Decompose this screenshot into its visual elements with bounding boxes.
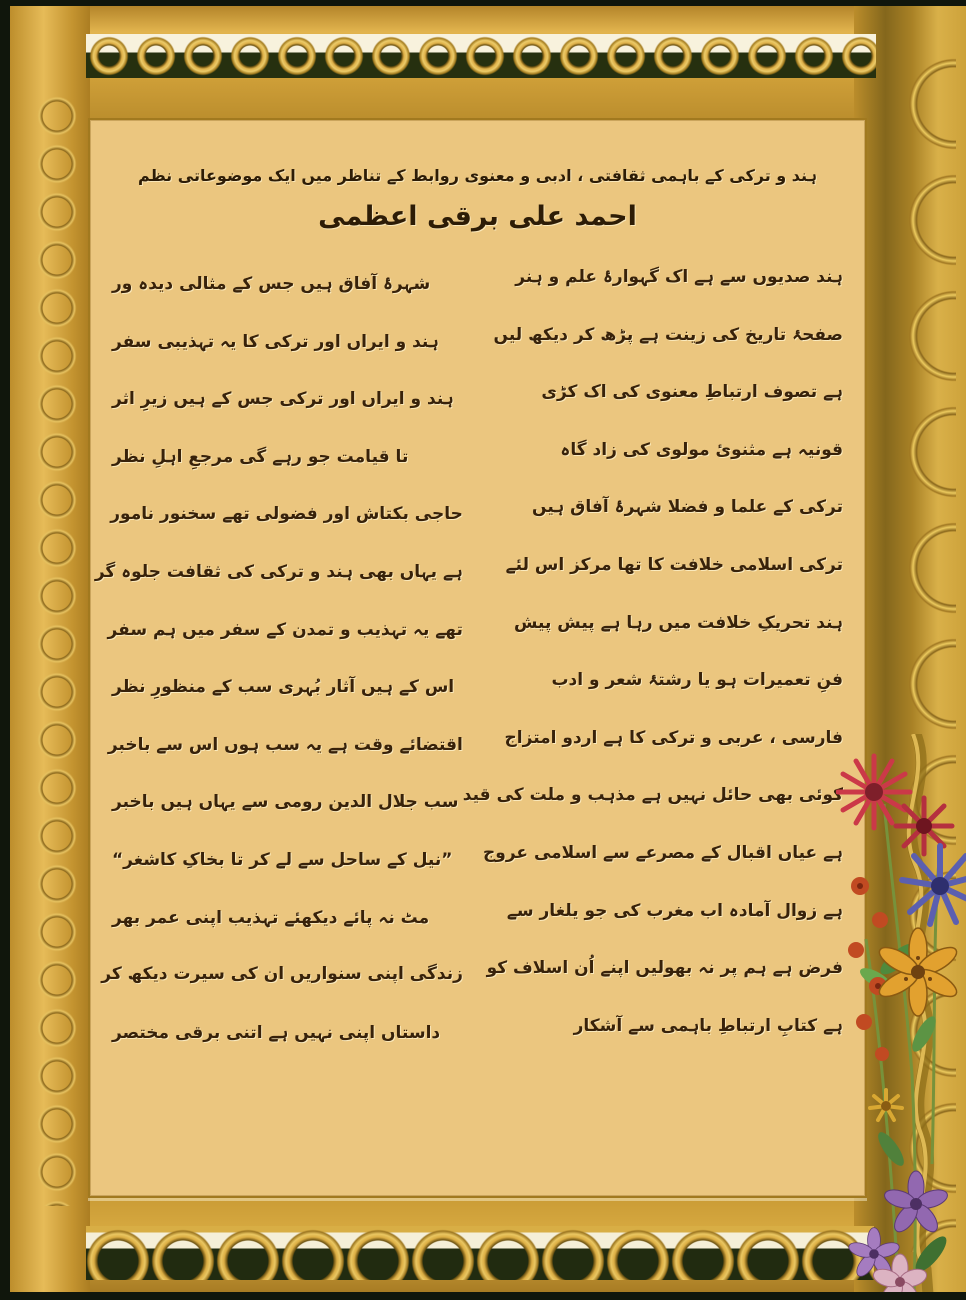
- hemistich-first: قونیہ ہے مثنویٔ مولوی کی زاد گاہ: [560, 439, 843, 460]
- couplet-row: [112, 784, 843, 842]
- couplet-row: [101, 957, 843, 1015]
- couplet-row: [112, 381, 843, 439]
- hemistich-second: ہے یہاں بھی ہند و ترکی کی ثقافت جلوہ گر: [94, 561, 463, 582]
- hemistich-second: ہند و ایراں اور ترکی جس کے ہیں زیرِ اثر: [112, 389, 454, 410]
- crimson-daisy-icon: [896, 798, 952, 854]
- couplet-row: [112, 842, 843, 900]
- hemistich-second: زندگی اپنی سنواریں ان کی سیرت دیکھ کر: [101, 964, 463, 985]
- hemistich-first: فرض ہے ہم پر نہ بھولیں اپنے اُن اسلاف کو: [486, 958, 843, 979]
- couplet-row: [112, 496, 843, 554]
- couplet-row: [112, 1015, 843, 1073]
- poem-title: ہند و ترکی کے باہمی ثقافتی ، ادبی و معنوی روابط کے تناظر میں ایک موضوعاتی نظم: [138, 166, 817, 185]
- blue-daisy-icon: [902, 846, 966, 924]
- hemistich-second: سب جلال الدین رومی سے یہاں ہیں باخبر: [112, 792, 459, 813]
- hemistich-first: فارسی ، عربی و ترکی کا ہے اردو امتزاج: [504, 727, 843, 748]
- hemistich-first: ہے تصوف ارتباطِ معنوی کی اک کڑی: [541, 382, 843, 403]
- hemistich-second: داستاں اپنی نہیں ہے اتنی برقی مختصر: [112, 1022, 441, 1043]
- frame-scallop-border-bottom: [86, 1226, 874, 1280]
- couplet-row: [107, 727, 843, 785]
- couplet-row: [107, 612, 843, 670]
- hemistich-second: اقتضائے وقت ہے یہ سب ہوں اس سے باخبر: [107, 734, 463, 755]
- couplet-row: [112, 439, 843, 497]
- couplet-row: [112, 324, 843, 382]
- hemistich-first: کوئی بھی حائل نہیں ہے مذہب و ملت کی قید: [462, 785, 843, 806]
- hemistich-first: ترکی اسلامی خلافت کا تھا مرکز اس لئے: [505, 554, 843, 575]
- poem-panel: [88, 118, 867, 1198]
- couplet-row: [94, 554, 843, 612]
- floral-decoration: [836, 734, 966, 1292]
- hemistich-first: ہند صدیوں سے ہے اک گہوارۂ علم و ہنر: [515, 267, 843, 287]
- hemistich-second: شہرۂ آفاق ہیں جس کے مثالی دیدہ ور: [112, 274, 431, 294]
- poet-name: احمد علی برقی اعظمی: [318, 201, 637, 232]
- hemistich-first: صفحۂ تاریخ کی زینت ہے پڑھ کر دیکھ لیں: [493, 324, 843, 345]
- couplet-row: [112, 266, 843, 324]
- golden-frame: [10, 6, 966, 1292]
- hemistich-second: تا قیامت جو رہے گی مرجعِ اہلِ نظر: [112, 446, 409, 467]
- frame-scallop-border-top: [86, 34, 876, 78]
- poem-body: [90, 266, 865, 1072]
- hemistich-second: اس کے ہیں آثار بُہری سب کے منظورِ نظر: [112, 677, 455, 698]
- hemistich-second: ”نیل کے ساحل سے لے کر تا بخاکِ کاشغر“: [112, 849, 453, 870]
- couplet-row: [112, 900, 843, 958]
- hemistich-second: تھے یہ تہذیب و تمدن کے سفر میں ہم سفر: [107, 619, 463, 640]
- hemistich-second: ہند و ایراں اور ترکی کا یہ تہذیبی سفر: [112, 331, 439, 352]
- frame-scallop-border-left: [34, 92, 80, 1206]
- hemistich-second: حاجی بکتاش اور فضولی تھے سخنور نامور: [110, 504, 463, 525]
- hemistich-first: ہے کتابِ ارتباطِ باہمی سے آشکار: [573, 1015, 843, 1036]
- hemistich-first: فنِ تعمیرات ہو یا رشتۂ شعر و ادب: [551, 670, 843, 691]
- hemistich-first: ہے زوال آمادہ اب مغرب کی جو یلغار سے: [506, 900, 843, 921]
- hemistich-first: ہے عیاں اقبال کے مصرعے سے اسلامی عروج: [483, 842, 843, 863]
- hemistich-first: ترکی کے علما و فضلا شہرۂ آفاق ہیں: [532, 497, 843, 518]
- hemistich-second: مٹ نہ پائے دیکھئے تہذیب اپنی عمر بھر: [112, 907, 430, 928]
- hemistich-first: ہند تحریکِ خلافت میں رہا ہے پیش پیش: [514, 612, 843, 633]
- red-daisy-icon: [838, 756, 910, 828]
- couplet-row: [112, 669, 843, 727]
